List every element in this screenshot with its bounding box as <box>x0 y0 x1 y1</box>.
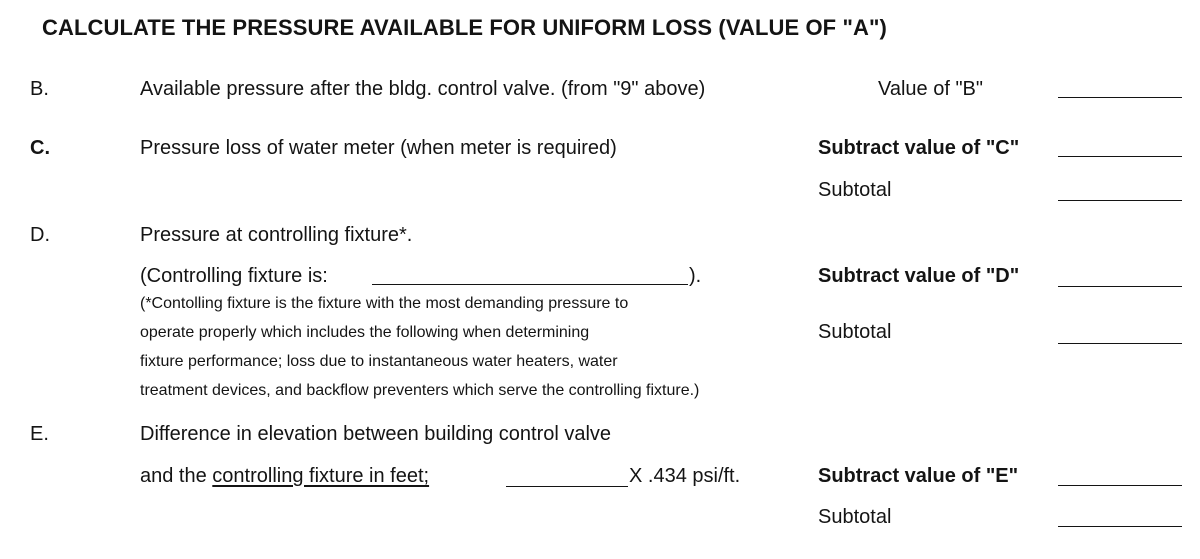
row-e-multiplier: X .434 psi/ft. <box>629 465 741 487</box>
row-e-subtotal-field[interactable] <box>1058 526 1182 527</box>
row-b-letter: B. <box>30 78 49 100</box>
row-d-subtotal-label: Subtotal <box>818 321 892 343</box>
row-e-letter: E. <box>30 423 49 445</box>
row-c-subtotal-field[interactable] <box>1058 200 1182 201</box>
row-e-subtract-label: Subtract value of "E" <box>818 465 1019 487</box>
footnote-line-4: treatment devices, and backflow preventers which serve the controlling fixture.) <box>140 382 700 399</box>
row-e-prefix: and the <box>140 465 213 487</box>
row-d-letter: D. <box>30 224 50 246</box>
footnote-line-1: (*Contolling fixture is the fixture with the most demanding pressure to <box>140 295 629 312</box>
row-d-subtract-label: Subtract value of "D" <box>818 265 1020 287</box>
row-d-answer-field[interactable] <box>1058 286 1182 287</box>
row-e-description-line-2 <box>140 466 429 486</box>
row-d-description: Pressure at controlling fixture*. <box>140 224 413 246</box>
footnote-line-3: fixture performance; loss due to instantaneous water heaters, water <box>140 353 618 370</box>
row-c-answer-field[interactable] <box>1058 156 1182 157</box>
row-c-description: Pressure loss of water meter (when meter is required) <box>140 137 617 159</box>
row-c-subtract-label: Subtract value of "C" <box>818 137 1020 159</box>
row-b-description: Available pressure after the bldg. control valve. (from "9" above) <box>140 78 706 100</box>
footnote-line-2: operate properly which includes the following when determining <box>140 324 590 341</box>
row-c-subtotal-label: Subtotal <box>818 179 892 201</box>
row-e-subtotal-label: Subtotal <box>818 506 892 528</box>
row-e-answer-field[interactable] <box>1058 485 1182 486</box>
section-title: CALCULATE THE PRESSURE AVAILABLE FOR UNIFORM LOSS (VALUE OF "A") <box>42 15 887 40</box>
controlling-fixture-suffix: ). <box>689 265 702 287</box>
row-e-underlined-text: controlling fixture in feet; <box>212 465 430 487</box>
elevation-feet-field[interactable] <box>506 486 628 487</box>
row-b-value-label: Value of "B" <box>878 78 983 100</box>
row-b-answer-field[interactable] <box>1058 97 1182 98</box>
row-d-subtotal-field[interactable] <box>1058 343 1182 344</box>
controlling-fixture-prefix: (Controlling fixture is: <box>140 265 328 287</box>
row-e-description-line-1: Difference in elevation between building control valve <box>140 423 612 445</box>
row-c-letter: C. <box>30 137 50 159</box>
controlling-fixture-field[interactable] <box>372 284 688 285</box>
